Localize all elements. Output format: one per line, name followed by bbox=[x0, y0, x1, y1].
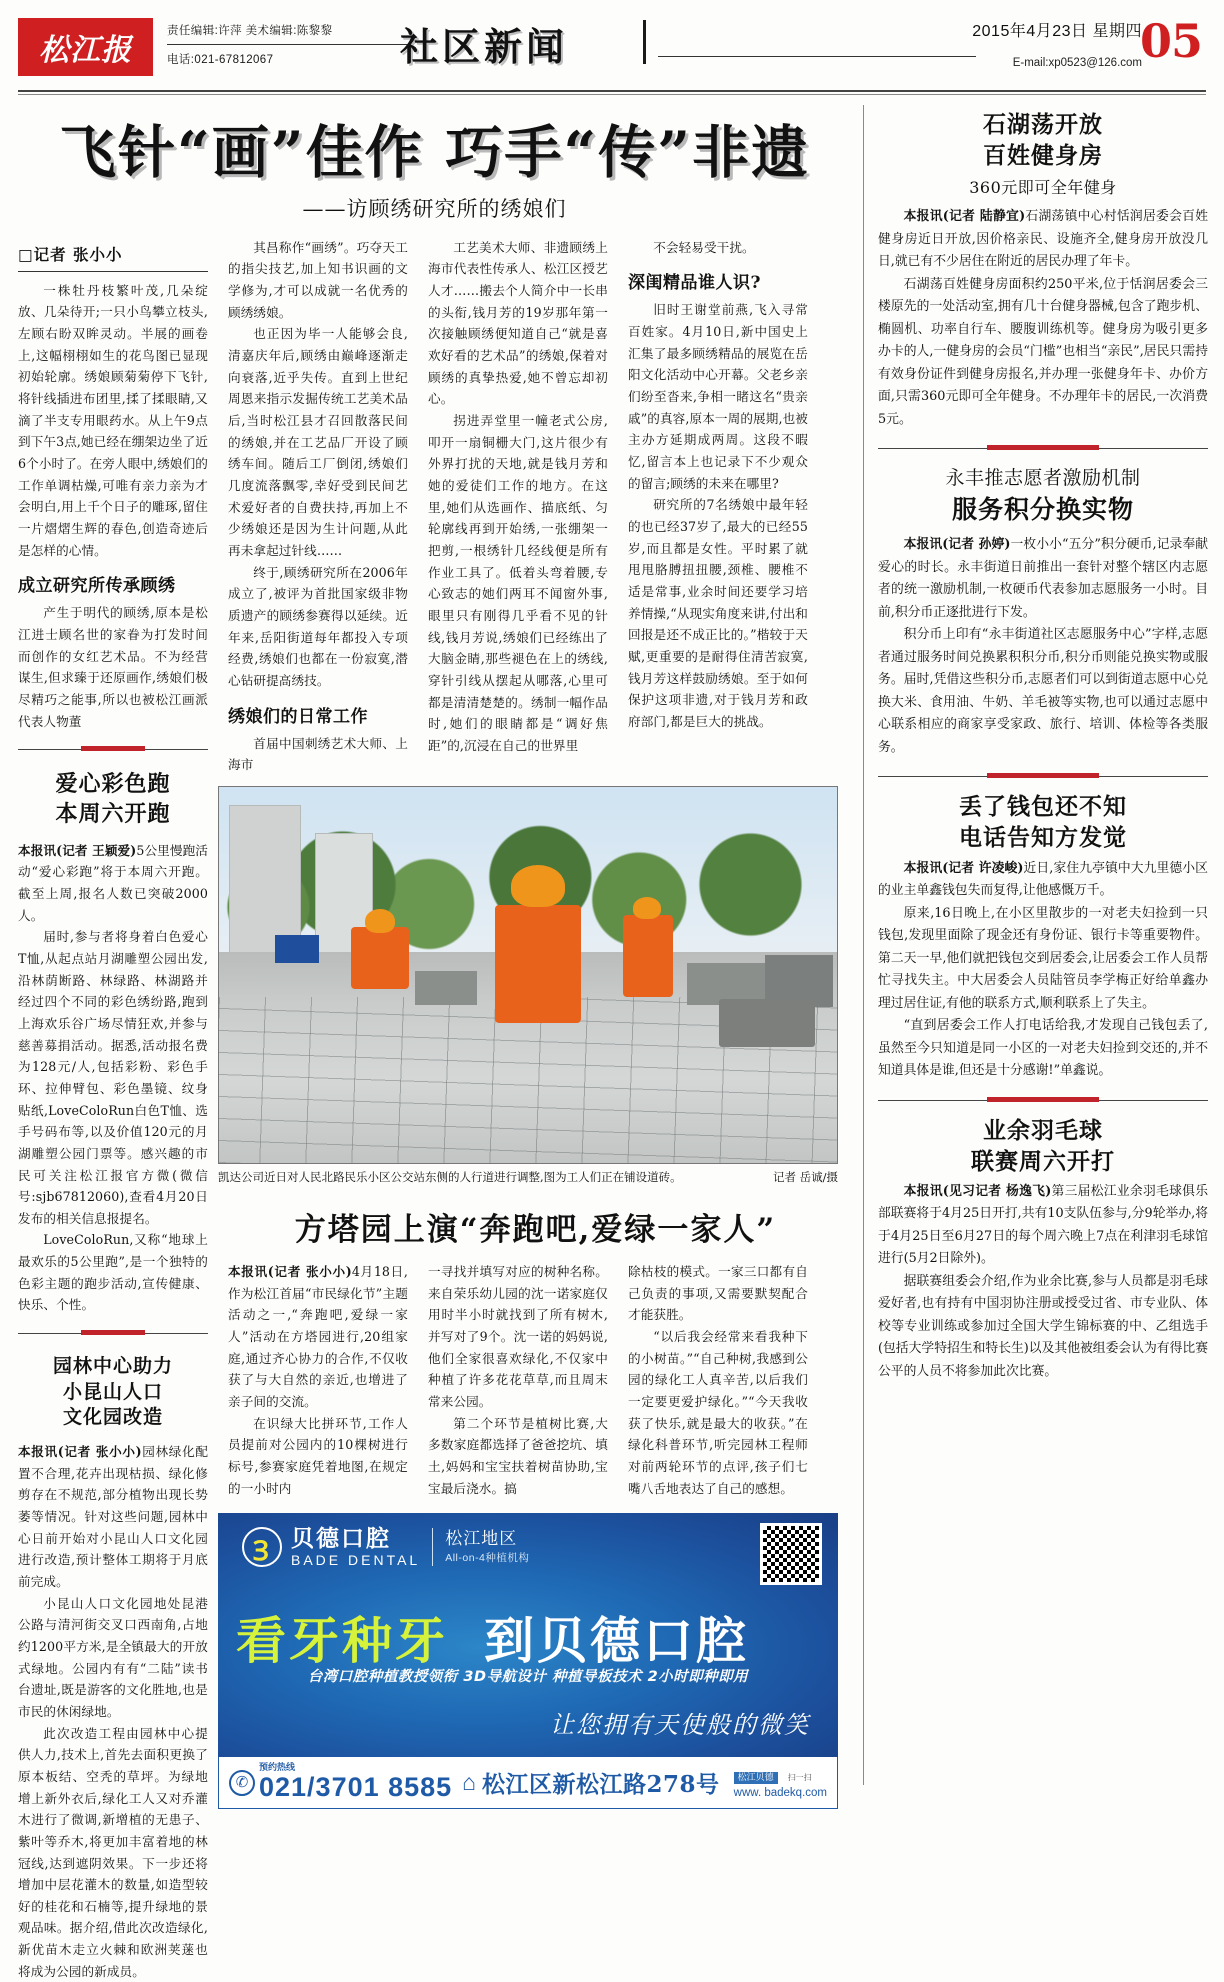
title-line-2: 联赛周六开打 bbox=[971, 1147, 1115, 1175]
paragraph: 终于,顾绣研究所在2006年成立了,被评为首批国家级非物质遗产的顾绣参赛得以延续。近年来,岳阳街道每年都投入专项经费,绣娘们也都在一份寂寞,潜心钻研提高绣技。 bbox=[228, 564, 408, 688]
ad-brand-en: BADE DENTAL bbox=[291, 1551, 421, 1568]
paragraph-text: 近日,家住九亭镇中大九里德小区的业主单鑫钱包失而复得,让他感慨万千。 bbox=[878, 860, 1208, 899]
title-line-2: 百姓健身房 bbox=[983, 142, 1103, 170]
ad-features: 台湾口腔种植教授领衔 3D导航设计 种植导板技术 2小时即种即用 bbox=[307, 1669, 749, 1686]
photo-helmet bbox=[365, 909, 395, 933]
sidebar-article-title bbox=[18, 770, 208, 829]
paragraph: 工艺美术大师、非遗顾绣上海市代表性传承人、松江区授艺人才……搬去个人简介中一长串的头衔,钱月芳的19岁那年第一次接触顾绣便知道自己“就是喜欢好看的艺术品”的绣娘,保着对顾绣的真挚热爱,她不曾忘却初心。 bbox=[428, 239, 608, 407]
photo-sign bbox=[275, 935, 319, 963]
feature-byline: □记者 张小小 bbox=[18, 244, 123, 264]
feature-subhead-3: 深闺精品谁人识? bbox=[628, 273, 761, 294]
feature-columns bbox=[18, 237, 851, 1982]
masthead-bottom-rule bbox=[18, 90, 1206, 92]
paragraph-text: 园林绿化配置不合理,花卉出现枯损、绿化修剪存在不规范,部分植物出现长势萎等情况。针对这些问题,园林中心日前开始对小昆山人口文化园进行改造,预计整体工期将于月底前完成。 bbox=[18, 1444, 209, 1589]
paragraph: 其昌称作“画绣”。巧夺天工的指尖技艺,加上知书识画的文学修为,才可以成就一名优秀的顾绣绣娘。 bbox=[228, 239, 408, 320]
paragraph: 届时,参与者将身着白色爱心T恤,从起点站月湖雕塑公园出发,沿林荫断路、林绿路、林湖路并经过四个不同的彩色绣纷路,跑到上海欢乐谷广场尽情狂欢,并参与慈善募捐活动。据悉,活动报名费为128元/人,包括彩粉、彩色手环、拉伸臂包、彩色墨镜、纹身贴纸,LoveColoRun白色T恤、选手号码布等,以及价值120元的月湖雕塑公园门票等。感兴趣的市民可关注松江报官方微(微信号:sjb67812060),查看4月20日发布的相关信息报提名。 bbox=[18, 929, 208, 1226]
email-address: E-mail:xp0523@126.com bbox=[1012, 57, 1142, 69]
paragraph: 在识绿大比拼环节,工作人员提前对公园内的10棵树进行标号,参赛家庭凭着地图,在规定的一小时内 bbox=[228, 1415, 408, 1496]
masthead-bottom-rule-2 bbox=[18, 94, 1206, 95]
paragraph: 原来,16日晚上,在小区里散步的一对老夫妇捡到一只钱包,发现里面除了现金还有身份证、银行卡等重要物件。第二天一早,他们就把钱包交到居委会,让居委会工作人员帮忙寻找失主。中大居委会人员陆管员李学梅正好给单鑫办理过居住证,有他的联系方式,顺利联系上了失主。 bbox=[878, 905, 1208, 1011]
right-article-subtitle: 360元即可全年健身 bbox=[969, 178, 1117, 198]
right-article-kicker: 永丰推志愿者激励机制 bbox=[945, 467, 1141, 490]
photo-wheelbarrow bbox=[719, 999, 815, 1047]
paragraph bbox=[228, 1261, 408, 1413]
main-zone bbox=[18, 105, 863, 1979]
section-divider bbox=[878, 1095, 1208, 1107]
feature2-title: 方塔园上演“奔跑吧,爱绿一家人” bbox=[294, 1212, 777, 1249]
ad-web-block[interactable] bbox=[734, 1767, 827, 1799]
ad-hero-left: 看牙种牙 bbox=[236, 1612, 448, 1671]
ad-footer bbox=[218, 1757, 838, 1809]
phone-line: 电话:021-67812067 bbox=[167, 54, 274, 66]
ad-region-sub: All-on-4种植机构 bbox=[445, 1551, 530, 1564]
paragraph: “直到居委会工作人打电话给我,才发现自己钱包丢了,虽然至今只知道是同一小区的一对老夫妇捡到交还的,并不知道具体是谁,但还是十分感谢!”单鑫说。 bbox=[878, 1018, 1208, 1079]
photo-worker bbox=[623, 915, 673, 997]
photo-building bbox=[229, 805, 301, 955]
feature-subheadline: ——访顾绣研究所的绣娘们 bbox=[302, 196, 567, 221]
paragraph-text: 第三届松江业余羽毛球俱乐部联赛将于4月25日开打,共有10支队伍参与,分9轮举办,将于4月25日至6月27日的每个周六晚上7点在利津羽毛球馆进行(5月2日除外)。 bbox=[878, 1183, 1208, 1267]
section-divider bbox=[878, 771, 1208, 783]
title-line-1: 石湖荡开放 bbox=[983, 111, 1103, 138]
paragraph bbox=[878, 206, 1208, 274]
feature-subhead-1: 成立研究所传承顾绣 bbox=[18, 576, 176, 597]
section-divider bbox=[18, 1328, 208, 1340]
ad-website-url[interactable]: www. badekq.com bbox=[733, 1786, 827, 1799]
article-lead: 本报讯(见习记者 杨逸飞) bbox=[903, 1183, 1052, 1199]
construction-photo bbox=[218, 786, 838, 1164]
newspaper-logo: 松江报 bbox=[18, 18, 153, 76]
feature-column-4 bbox=[618, 237, 818, 776]
paragraph: 研究所的7名绣娘中最年轻的也已经37岁了,最大的已经55岁,而且都是女性。平时累了就甩甩胳膊扭扭腰,颈椎、腰椎不适是常事,业余时间还要学习培养情操,“从现实角度来讲,付出和回报是还不成正比的。”楷较于天赋,更重要的是耐得住清苦寂寞,钱月芳这样鼓励绣娘。至于如何保护这项非遗,对于钱月芳和政府部门,都是巨大的挑战。 bbox=[628, 497, 808, 729]
paragraph: 积分币上印有“永丰街道社区志愿服务中心”字样,志愿者通过服务时间兑换累积积分币,积分币则能兑换实物或服务。届时,凭借这些积分币,志愿者们可以到街道志愿中心兑换大米、食用油、牛奶、羊毛被等实物,也可以通过志愿中心联系相应的商家享受家政、旅行、培训、体检等各类服务。 bbox=[878, 627, 1208, 755]
title-line-0: 园林中心助力 bbox=[52, 1355, 173, 1378]
title-line-1: 丢了钱包还不知 bbox=[959, 793, 1127, 821]
sidebar-article-title bbox=[18, 1354, 208, 1431]
section-divider bbox=[18, 744, 208, 756]
paragraph: 不会轻易受干扰。 bbox=[653, 239, 755, 255]
feature2-column-3 bbox=[618, 1261, 818, 1499]
feature2-column-2 bbox=[418, 1261, 618, 1499]
paragraph: 一株牡丹枝繁叶茂,几朵绽放、几朵待开;一只小鸟攀立枝头,左顾右盼双眸灵动。半展的画卷上,这幅栩栩如生的花鸟图已显现初始轮廓。绣娘顾菊菊停下飞针,将针线插进布团里,揉了揉眼睛,又滴了半支专用眼药水。从上午9点到下午3点,她已经在绷架边坐了近6个小时了。在旁人眼中,绣娘们的工作单调枯燥,可唯有亲力亲为才会明白,用上千个日子的雕琢,留住一片熠熠生辉的春色,创造奇迹后是怎样的心情。 bbox=[18, 282, 208, 558]
ad-address: 松江区新松江路278号 bbox=[482, 1771, 720, 1799]
paragraph bbox=[878, 534, 1208, 624]
editor-line: 责任编辑:许萍 美术编辑:陈黎黎 bbox=[167, 25, 333, 37]
paragraph-text: 石湖荡镇中心村恬润居委会百姓健身房近日开放,因价格亲民、设施齐全,健身房开放没几日,就已有不少居住在附近的居民办理了年卡。 bbox=[878, 209, 1209, 270]
page-body bbox=[18, 105, 1209, 1979]
paragraph: “以后我会经常来看我种下的小树苗。”“自己种树,我感到公园的绿化工人真辛苦,以后我们一定要更爱护绿化。”“今天我收获了快乐,就是最大的收获。”在绿化科普环节,听完园林工程师对前两轮环节的点评,孩子们七嘴八舌地表达了自己的感想。 bbox=[628, 1329, 808, 1496]
feature-column-3 bbox=[418, 237, 618, 776]
paragraph: 小昆山人口文化园地处昆港公路与清河街交叉口西南角,占地约1200平方米,是全镇最大的开放式绿地。公园内有有“二陆”读书台遗址,既是游客的文化胜地,也是市民的休闲绿地。 bbox=[18, 1595, 208, 1719]
paragraph bbox=[18, 1441, 208, 1593]
paragraph-text: 一枚小小“五分”积分硬币,记录奉献爱心的时长。永丰街道日前推出一套针对整个辖区内志愿者的统一激励机制,一枚硬币代表参加志愿服务一小时。目前,积分币正逐批进行下发。 bbox=[878, 537, 1208, 620]
right-article-title bbox=[878, 1115, 1208, 1177]
photo-caption bbox=[218, 1169, 838, 1186]
masthead-meta bbox=[812, 18, 1142, 69]
photo-worker bbox=[495, 905, 581, 1023]
issue-date: 2015年4月23日 星期四 bbox=[972, 23, 1142, 40]
article-lead: 本报讯(记者 许凌峻) bbox=[903, 860, 1024, 876]
feature-photo-block bbox=[218, 786, 838, 1186]
paragraph: 首届中国刺绣艺术大师、上海市 bbox=[228, 735, 408, 773]
paragraph: 一寻找并填写对应的树种名称。来自荣乐幼儿园的沈一诺家庭仅用时半小时就找到了所有树木,并写对了9个。沈一诺的妈妈说,他们全家很喜欢绿化,不仅家中种植了许多花花草草,而且周末常来公园。 bbox=[428, 1264, 608, 1410]
paragraph: 产生于明代的顾绣,原本是松江进士顾名世的家眷为打发时间而创作的女红艺术品。不为经营谋生,但求臻于还原画作,绣娘们极尽精巧之能事,所以也被松江画派代表人物董 bbox=[18, 605, 208, 729]
feature2-column-1 bbox=[218, 1261, 418, 1499]
caption-text: 凯达公司近日对人民北路民乐小区公交站东侧的人行道进行调整,图为工人们正在铺设道砖。 bbox=[218, 1169, 682, 1184]
ad-hero-right: 到贝德口腔 bbox=[484, 1612, 749, 1671]
right-sidebar bbox=[864, 105, 1208, 1785]
editor-divider bbox=[167, 44, 414, 45]
paragraph: 此次改造工程由园林中心提供人力,技术上,首先去面积更换了原本板结、空秃的草坪。为绿地增上新外衣后,绿化工人又对乔灌木进行了微调,新增植的无患子、紫叶等乔木,将更加丰富着地的林冠线,达到遮阴效果。下一步还将增加中层花灌木的数量,如造型较好的桂花和石楠等,提升绿地的景观品味。据介绍,借此次改造绿化,新优苗木走立火棘和欧洲荚蒾也将成为公园的新成员。 bbox=[18, 1725, 208, 1979]
paragraph: 除枯枝的模式。一家三口都有自己负责的事项,又需要默契配合才能获胜。 bbox=[628, 1264, 808, 1323]
editor-block bbox=[167, 18, 417, 67]
advertisement[interactable] bbox=[218, 1513, 838, 1809]
ad-hero bbox=[236, 1601, 820, 1673]
ad-phone-number[interactable]: 021/3701 8585 bbox=[259, 1771, 453, 1802]
page-number: 05 bbox=[1139, 14, 1202, 68]
paragraph: 也正因为毕一人能够会良,清嘉庆年后,顾绣由巅峰逐渐走向衰落,近乎失传。直到上世纪周恩来指示发掘传统工艺美术品后,当时松江县才召回散落民间的绣娘,并在工艺品厂开设了顾绣车间。随后工厂倒闭,绣娘们几度流落飘零,幸好受到民间艺术爱好者的自费扶持,再加上不少绣娘还是因为生计问题,从此再未拿起过针线…… bbox=[228, 326, 408, 559]
title-line-2: 文化园改造 bbox=[62, 1406, 163, 1429]
ad-logo-divider bbox=[432, 1528, 433, 1566]
article-lead: 本报讯(记者 张小小) bbox=[228, 1264, 352, 1280]
feature-headline: 飞针“画”佳作 巧手“传”非遗 bbox=[59, 119, 810, 186]
paragraph: LoveColoRun,又称“地球上最欢乐的5公里跑”,是一个独特的色彩主题的跑步活动,宣传健康、快乐、个性。 bbox=[18, 1232, 208, 1313]
masthead bbox=[18, 14, 1206, 84]
title-line-2: 电话告知方发觉 bbox=[959, 824, 1127, 852]
feature-column-1 bbox=[18, 237, 218, 1982]
ad-hotline-label: 预约热线 bbox=[259, 1761, 296, 1772]
paragraph-text: 5公里慢跑活动“爱心彩跑”将于本周六开跑。截至上周,报名人数已突破2000人。 bbox=[18, 842, 208, 923]
ad-logo bbox=[242, 1527, 529, 1567]
title-line-2: 本周六开跑 bbox=[55, 800, 171, 827]
paragraph-text: 4月18日,作为松江首届“市民绿化节”主题活动之一,“奔跑吧,爱绿一家人”活动在方塔园进行,20组家庭,通过齐心协力的合作,不仅收获了与大自然的亲近,也增进了亲子间的交流。 bbox=[228, 1264, 408, 1410]
section-bar bbox=[643, 20, 646, 64]
ad-slogan: 让您拥有天使般的微笑 bbox=[550, 1711, 810, 1740]
photo-worker bbox=[351, 927, 409, 989]
bade-dental-logo-icon bbox=[242, 1527, 282, 1567]
paragraph: 据联赛组委会介绍,作为业余比赛,参与人员都是羽毛球爱好者,也有持有中国羽协注册或授受过省、市专业队、体校等专业训练或参加过全国大学生锦标赛的中、乙组选手(包括大学特招生和特长生)以及其他被组委会认为有得比赛公平的人员不将参加此次比赛。 bbox=[878, 1273, 1208, 1379]
right-article-title: 服务积分换实物 bbox=[951, 495, 1134, 525]
ad-region: 松江地区 bbox=[445, 1529, 518, 1550]
right-article-title bbox=[878, 791, 1208, 853]
article-lead: 本报讯(记者 陆静宜) bbox=[903, 209, 1026, 225]
ad-main-panel[interactable] bbox=[218, 1513, 838, 1757]
feature-column-2 bbox=[218, 237, 418, 776]
article-lead: 本报讯(记者 王颖爱) bbox=[18, 842, 137, 858]
paragraph: 旧时王谢堂前燕,飞入寻常百姓家。4月10日,新中国史上汇集了最多顾绣精品的展览在岳阳文化活动中心开幕。父老乡亲们纷至沓来,争相一睹这名“贵亲戚”的真容,原本一周的展期,也被主办方延期成两周。这段不暇忆,留言本上也记录下不少观众的留言;顾绣的未来在哪里? bbox=[628, 302, 808, 491]
photo-helmet bbox=[511, 865, 565, 907]
paragraph: 拐进弄堂里一幢老式公房,叩开一扇铜栅大门,这片很少有外界打扰的天地,就是钱月芳和她的爱徒们工作的地方。在这里,她们从选画作、描底纸、匀轮廓线再到开始绣,一张绷架一把剪,一根绣针几经线便是所有作业工具了。低着头弯着腰,专心致志的她们两耳不闻窗外事,眼里只有刚得几乎看不见的针线,钱月芳说,绣娘们已经练出了大脑金睛,那些褪色在上的绣线,穿针引线从摆起从哪落,心里可都是清清楚楚的。绣制一幅作品时,她们的眼睛都是“调好焦距”的,沉浸在自己的世界里 bbox=[428, 413, 608, 753]
ad-scan-hint: 扫一扫 bbox=[787, 1772, 812, 1782]
section-divider bbox=[878, 443, 1208, 455]
title-line-1: 业余羽毛球 bbox=[983, 1116, 1103, 1144]
ad-web-tag: 松江贝德 bbox=[734, 1772, 778, 1784]
paragraph bbox=[878, 1181, 1208, 1271]
title-line-1: 爱心彩色跑 bbox=[55, 771, 171, 798]
section-title: 社区新闻 bbox=[400, 24, 569, 69]
paragraph bbox=[878, 858, 1208, 903]
paragraph: 第二个环节是植树比赛,大多数家庭都选择了爸爸挖坑、填土,妈妈和宝宝扶着树苗协助,宝宝最后浇水。搞 bbox=[428, 1415, 608, 1496]
paragraph bbox=[18, 840, 208, 927]
right-article-title bbox=[878, 109, 1208, 171]
article-lead: 本报讯(记者 孙婷) bbox=[903, 537, 1011, 553]
ad-brand-cn: 贝德口腔 bbox=[291, 1525, 391, 1553]
photo-brick-stack bbox=[415, 971, 477, 1005]
home-icon: ⌂ bbox=[462, 1769, 476, 1795]
article-lead: 本报讯(记者 张小小) bbox=[18, 1444, 142, 1460]
photo-helmet bbox=[633, 897, 661, 919]
title-line-1: 小昆山人口 bbox=[62, 1380, 163, 1403]
byline-divider bbox=[18, 271, 208, 272]
ad-qr-code[interactable] bbox=[760, 1523, 822, 1585]
phone-icon: ✆ bbox=[229, 1770, 255, 1796]
photo-credit: 记者 岳诚/摄 bbox=[772, 1169, 838, 1184]
paragraph: 石湖荡百姓健身房面积约250平米,位于恬润居委会三楼原先的一处活动室,拥有几十台健身器械,包含了跑步机、椭圆机、功率自行车、腰腹训练机等。健身房为吸引更多办卡的人,一健身房的会员“门槛”也相当“亲民”,居民只需持有效身份证件到健身房报名,并办理一张健身年卡、办价方面,只需360元即可全年健身。不办理年卡的居民,一次消费5元。 bbox=[878, 276, 1208, 427]
feature-subhead-2: 绣娘们的日常工作 bbox=[228, 706, 368, 727]
